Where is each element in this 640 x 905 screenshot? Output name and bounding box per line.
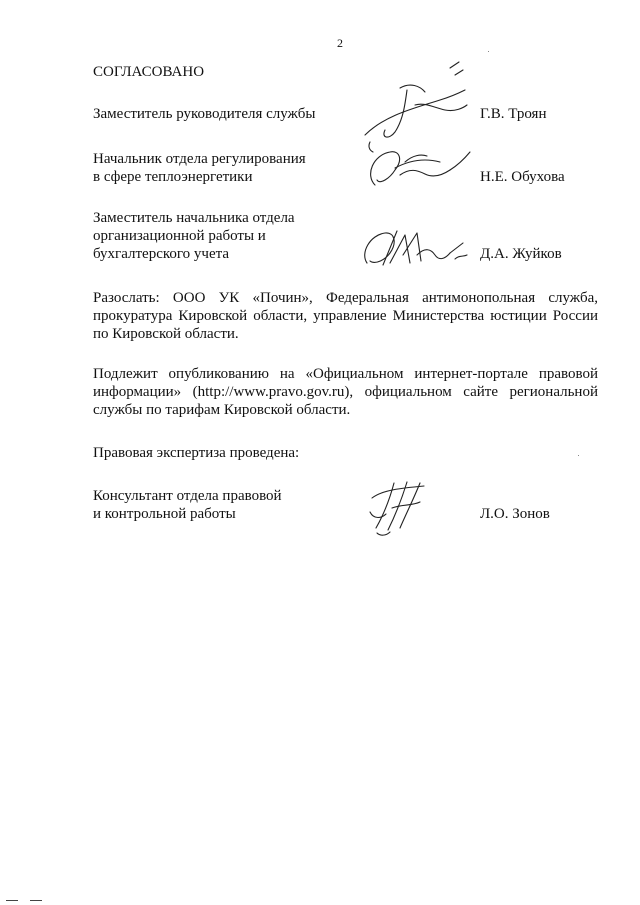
scan-dot (488, 51, 489, 52)
legal-review-line: Правовая экспертиза проведена: (93, 445, 300, 461)
publication-paragraph: Подлежит опубликованию на «Официальном интернет-портале правовой информации» (http://www.pravo.gov.ru), официальном сайте региональной службы по тарифам Кировской области. (93, 366, 598, 418)
approval-name-obukhova: Н.Е. Обухова (480, 169, 565, 185)
approval-title-deputy-head: Заместитель руководителя службы (93, 106, 316, 122)
scan-mark (6, 900, 18, 901)
approval-title-org-deputy-line1: Заместитель начальника отдела (93, 210, 295, 226)
scan-dot (578, 455, 579, 456)
signature-zonov (362, 478, 442, 540)
approval-title-org-deputy-line2: организационной работы и (93, 228, 266, 244)
approval-title-org-deputy-line3: бухгалтерского учета (93, 246, 230, 262)
approval-title-regulation-head-line1: Начальник отдела регулирования (93, 151, 306, 167)
approval-heading: СОГЛАСОВАНО (93, 64, 205, 80)
page-number: 2 (337, 36, 343, 50)
signature-obukhova (355, 140, 475, 195)
consultant-title-line2: и контрольной работы (93, 506, 236, 522)
approval-name-troyan: Г.В. Троян (480, 106, 547, 122)
approval-name-zhuykov: Д.А. Жуйков (480, 246, 562, 262)
consultant-title-line1: Консультант отдела правовой (93, 488, 282, 504)
consultant-name-zonov: Л.О. Зонов (480, 506, 550, 522)
signature-zhuykov (355, 225, 475, 275)
distribution-paragraph: Разослать: ООО УК «Почин», Федеральная антимонопольная служба, прокуратура Кировской области, управление Министерства юстиции России по Кировской области. (93, 290, 598, 342)
scan-mark (30, 900, 42, 901)
approval-title-regulation-head-line2: в сфере теплоэнергетики (93, 169, 253, 185)
